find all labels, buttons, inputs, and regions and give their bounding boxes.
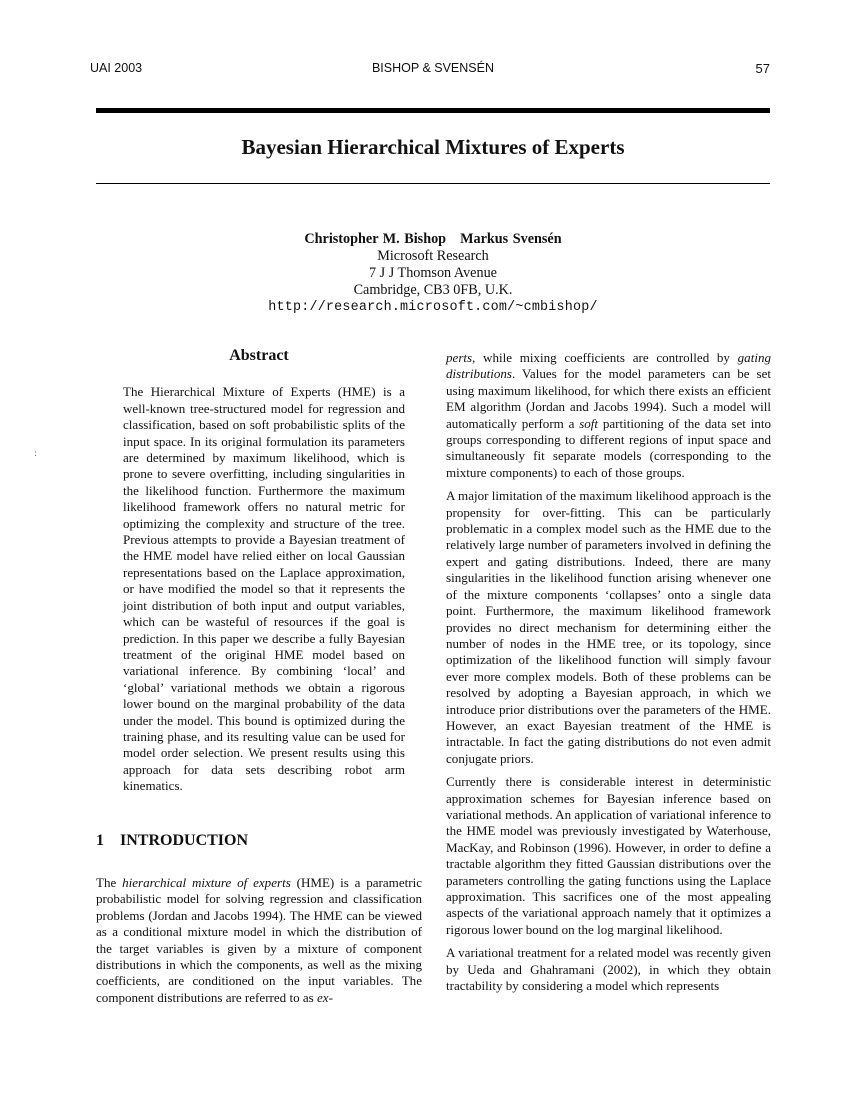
abstract-text: The Hierarchical Mixture of Experts (HME) is a well-known tree-structured model for regression and classification, based on soft probabilistic splits of the input space. In its original formulation its parameters are determined by maximum likelihood, which is prone to severe overfitting, including singularities in the likelihood function. Furthermore the maximum likelihood framework offers no natural metric for optimizing the complexity and structure of the tree. Previous attempts to provide a Bayesian treatment of the HME model have relied either on local Gaussian representations based on the Laplace approximation, or have modified the model so that it represents the joint distribution of both input and output variables, which can be wasteful of resources if the goal is prediction. In this paper we describe a fully Bayesian treatment of the original HME model based on variational inference. By combining ‘local’ and ‘global’ variational methods we obtain a rigorous lower bound on the marginal probability of the data under the model. This bound is optimized during the training phase, and its resulting value can be used for model order selection. We present results using this approach for data sets describing robot arm kinematics. xyxy=(123,384,405,794)
right-paragraph-4: A variational treatment for a related model was recently given by Ueda and Ghahramani (2002), in which they obtain tractability by considering a model which represents xyxy=(446,945,771,994)
author-name-1: Christopher M. Bishop xyxy=(304,231,447,247)
abstract-heading: Abstract xyxy=(229,347,289,364)
right-column xyxy=(446,350,771,994)
author-name-2: Markus Svensén xyxy=(460,231,562,247)
intro-emphasis: hierarchical mixture of experts xyxy=(122,874,291,890)
author-block xyxy=(96,231,770,316)
section-heading-introduction xyxy=(96,833,422,849)
left-column xyxy=(96,348,422,1006)
right-text: partitioning of the data set into groups corresponding to different regions of input space and simultaneously fit separate models (corresponding to the mixture components) to each of those groups. xyxy=(446,415,771,480)
paper-title: Bayesian Hierarchical Mixtures of Experts xyxy=(241,135,625,159)
intro-emphasis: ex- xyxy=(317,989,333,1005)
author-address-line-1: 7 J J Thomson Avenue xyxy=(369,265,497,281)
right-emphasis: perts xyxy=(446,350,473,365)
right-paragraph-2: A major limitation of the maximum likelihood approach is the propensity for over-fitting. This can be particularly problematic in a complex model such as the HME due to the relatively large number of parameters involved in defining the expert and gating distributions. Indeed, there are many singularities in the likelihood function arising whenever one of the mixture components ‘collapses’ onto a single data point. Furthermore, the maximum likelihood framework provides no direct mechanism for determining either the number of nodes in the HME tree, or its topology, since optimization of the likelihood function will simply favour ever more complex models. Both of these problems can be resolved by adopting a Bayesian approach, in which we introduce prior distributions over the parameters of the HME. However, an exact Bayesian treatment of the HME is intractable. In fact the gating distributions do not even admit conjugate priors. xyxy=(446,488,771,766)
author-url[interactable]: http://research.microsoft.com/~cmbishop/ xyxy=(268,300,598,315)
right-paragraph-3: Currently there is considerable interest in deterministic approximation schemes for Bayesian inference based on variational methods. An application of variational inference to the HME model was previously investigated by Waterhouse, MacKay, and Robinson (1996). However, in order to define a tractable algorithm they fitted Gaussian distributions over the parameters controlling the gating functions using the Laplace approximation. This sacrifices one of the most appealing aspects of the variational approach namely that it optimizes a rigorous lower bound on the log marginal likelihood. xyxy=(446,774,771,937)
page-number: 57 xyxy=(755,61,770,76)
author-names xyxy=(96,231,770,248)
margin-mark: : xyxy=(34,449,38,459)
intro-text: The xyxy=(96,874,123,890)
right-paragraph-1 xyxy=(446,350,771,481)
right-emphasis: gating distributions xyxy=(446,350,771,382)
intro-paragraph-1 xyxy=(96,875,422,1006)
title-bottom-rule xyxy=(96,183,770,184)
section-title: INTRODUCTION xyxy=(120,831,249,849)
running-head xyxy=(90,61,770,79)
section-number: 1 xyxy=(96,831,104,849)
right-emphasis: soft xyxy=(579,415,599,431)
author-address-line-2: Cambridge, CB3 0FB, U.K. xyxy=(353,282,513,298)
running-head-authors: BISHOP & SVENSÉN xyxy=(371,61,495,75)
intro-text: (HME) is a parametric probabilistic model for solving regression and classification problems (Jordan and Jacobs 1994). The HME can be viewed as a conditional mixture model in which the distribution of the target variables is given by a mixture of component distributions in which the components, as well as the mixing coefficients, are conditioned on the input variables. The component distributions are referred to as xyxy=(96,874,423,1005)
right-text: , while mixing coefficients are controlled by xyxy=(472,350,738,365)
right-text: . Values for the model parameters can be set using maximum likelihood, for which there exists an efficient EM algorithm (Jordan and Jacobs 1994). Such a model will automatically perform a xyxy=(446,366,771,431)
running-head-venue: UAI 2003 xyxy=(90,61,143,75)
author-affiliation: Microsoft Research xyxy=(377,248,489,264)
title-top-rule xyxy=(96,108,770,113)
